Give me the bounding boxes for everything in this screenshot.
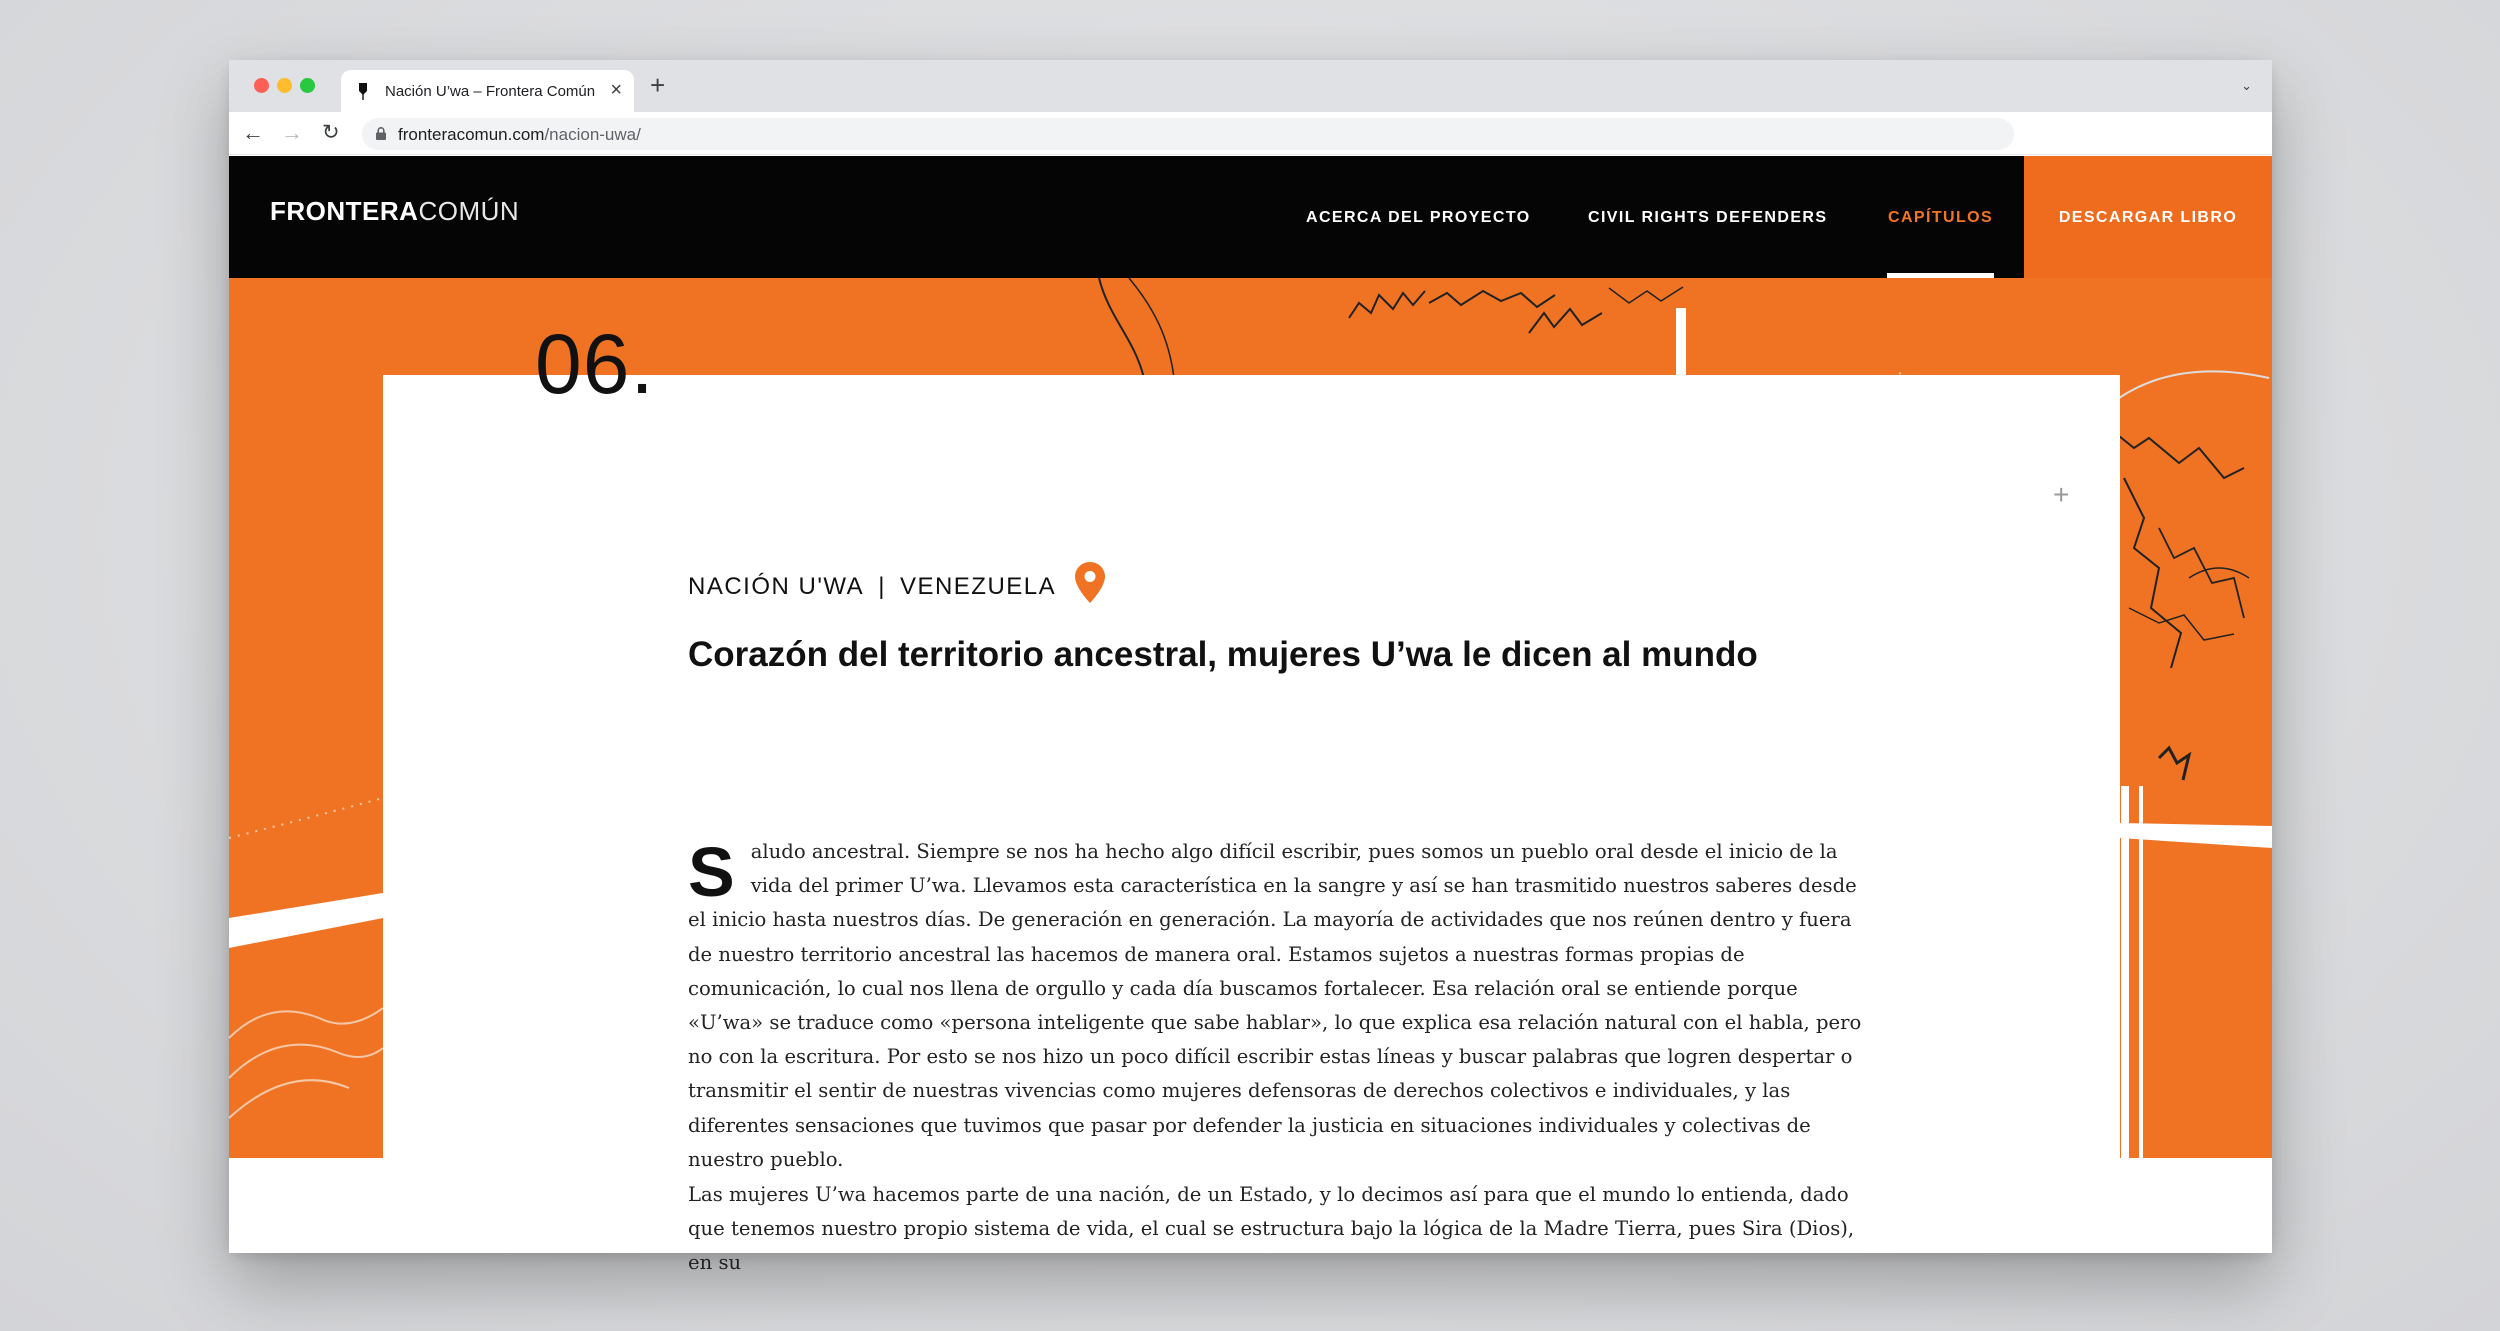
minimize-window-button[interactable] [277, 78, 292, 93]
plus-icon: + [2053, 479, 2070, 510]
tab-search-icon[interactable]: ⌄ [2241, 78, 2252, 93]
map-pin-icon[interactable] [1075, 562, 1105, 603]
site-logo[interactable]: FRONTERACOMÚN [270, 196, 520, 226]
nav-capitulos[interactable]: CAPÍTULOS [1888, 209, 1994, 226]
drop-cap: S [688, 833, 735, 911]
tab-close-icon[interactable]: × [610, 79, 622, 101]
chapter-number: 06. [535, 317, 655, 411]
nav-civil-rights[interactable]: CIVIL RIGHTS DEFENDERS [1588, 209, 1828, 226]
nav-acerca[interactable]: ACERCA DEL PROYECTO [1306, 209, 1531, 226]
forward-arrow-icon[interactable]: → [281, 120, 303, 145]
reload-icon[interactable]: ↻ [322, 121, 340, 144]
nation-label: NACIÓN U'WA [688, 573, 865, 600]
new-tab-button[interactable]: + [650, 70, 666, 100]
url-text[interactable]: fronteracomun.com/nacion-uwa/ [398, 125, 641, 144]
chapter-paragraph-1 [688, 835, 1873, 1177]
browser-tab[interactable] [341, 70, 634, 112]
tab-strip [229, 60, 2272, 112]
lock-icon [376, 127, 386, 140]
back-arrow-icon[interactable]: ← [242, 120, 264, 145]
browser-window [229, 60, 2272, 1275]
meta-separator: | [878, 573, 886, 600]
chapter-title: Corazón del territorio ancestral, mujeres U’wa le dicen al mundo [688, 635, 1758, 674]
tab-title: Nación U’wa – Frontera Común [385, 83, 596, 100]
download-label: DESCARGAR LIBRO [2058, 209, 2238, 226]
address-bar[interactable] [362, 118, 2014, 150]
paragraph-1-text: aludo ancestral. Siempre se nos ha hecho algo difícil escribir, pues somos un pueblo oral desde el inicio de la vida del primer U’wa. Llevamos esta característica en la sangre y así se han trasmitido nuestros saberes desde el inicio hasta nuestros días. De generación en generación. La mayoría de actividades que nos reúnen dentro y fuera de nuestro territorio ancestral las hacemos de manera oral. Estamos sujetos a nuestras formas propias de comunicación, lo cual nos llena de orgullo y cada día buscamos fortalecer. Esa relación oral se entiende porque «U’wa» se traduce como «persona inteligente que sabe hablar», lo que explica esa relación natural con el habla, pero no con la escritura. Por esto se nos hizo un poco difícil escribir estas líneas y buscar palabras que logren despertar o transmitir el sentir de nuestras vivencias como mujeres defensoras de derechos colectivos e individuales, y las diferentes sensaciones que tuvimos que pasar por defender la justicia en situaciones individuales y colectivas de nuestro pueblo. [688, 840, 1862, 1171]
download-book-button[interactable] [2024, 156, 2272, 278]
country-label: VENEZUELA [899, 573, 1057, 600]
chapter-paragraph-2: Las mujeres U’wa hacemos parte de una nación, de un Estado, y lo decimos así para que el mundo lo entienda, dado que tenemos nuestro propio sistema de vida, el cual se estructura bajo la lógica de la Madre Tierra, pues Sira (Dios), en su [688, 1183, 1855, 1275]
close-window-button[interactable] [254, 78, 269, 93]
chapter-meta [688, 573, 1056, 601]
browser-toolbar [229, 112, 2272, 155]
pen-nib-icon [357, 82, 369, 100]
maximize-window-button[interactable] [300, 78, 315, 93]
site-header [229, 156, 2272, 278]
